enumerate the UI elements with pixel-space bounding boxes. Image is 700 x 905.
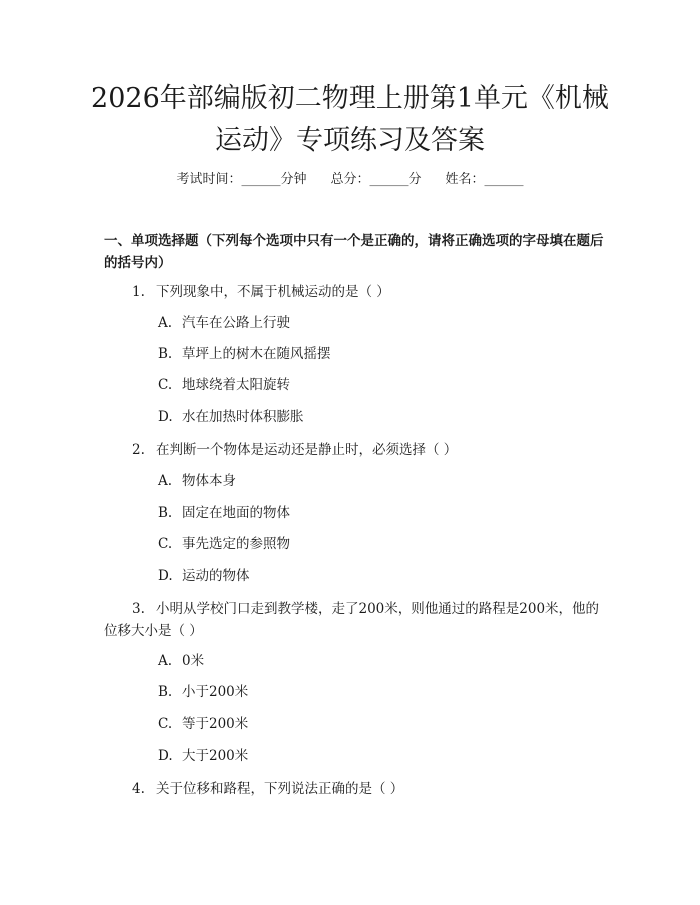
option-letter: C. <box>158 377 173 393</box>
option-letter: B. <box>158 684 173 700</box>
question-number: 2. <box>132 442 145 458</box>
option-text: 物体本身 <box>182 473 236 489</box>
option-text: 草坪上的树木在随风摇摆 <box>182 346 331 362</box>
question-1-option-c <box>158 375 290 395</box>
option-text: 固定在地面的物体 <box>182 505 290 521</box>
question-1-option-d <box>158 407 304 427</box>
question-number: 3. <box>132 601 145 617</box>
option-text: 运动的物体 <box>182 568 250 584</box>
question-number: 1. <box>132 284 145 300</box>
option-text: 水在加热时体积膨胀 <box>182 409 304 425</box>
option-letter: A. <box>158 653 173 669</box>
option-letter: C. <box>158 536 173 552</box>
question-number: 4. <box>132 781 145 797</box>
option-text: 小于200米 <box>182 684 249 700</box>
section-heading: 一、单项选择题（下列每个选项中只有一个是正确的，请将正确选项的字母填在题后的括号内） <box>104 233 604 271</box>
question-2-option-d <box>158 566 250 586</box>
option-letter: D. <box>158 409 173 425</box>
exam-meta <box>0 168 700 187</box>
question-stem: 在判断一个物体是运动还是静止时，必须选择（ ） <box>156 442 458 458</box>
student-name-field: 姓名：______ <box>445 172 524 187</box>
question-3-option-c <box>158 714 248 734</box>
option-text: 地球绕着太阳旋转 <box>182 377 290 393</box>
question-2-option-a <box>158 471 236 491</box>
option-text: 等于200米 <box>182 716 249 732</box>
question-4 <box>104 778 604 800</box>
option-text: 汽车在公路上行驶 <box>182 315 290 331</box>
question-1-option-a <box>158 313 290 333</box>
question-1 <box>104 281 604 303</box>
option-letter: A. <box>158 315 173 331</box>
question-stem: 下列现象中，不属于机械运动的是（ ） <box>156 284 390 300</box>
question-2 <box>104 439 604 461</box>
question-2-option-b <box>158 503 290 523</box>
question-3 <box>104 598 604 642</box>
question-3-option-b <box>158 682 248 702</box>
option-text: 大于200米 <box>182 748 249 764</box>
question-3-option-d <box>158 746 248 766</box>
page-title: 2026年部编版初二物理上册第1单元《机械运动》专项练习及答案 <box>91 83 609 156</box>
option-text: 0米 <box>182 653 205 669</box>
option-letter: B. <box>158 505 173 521</box>
option-letter: B. <box>158 346 173 362</box>
question-3-option-a <box>158 651 204 671</box>
question-stem: 小明从学校门口走到教学楼，走了200米，则他通过的路程是200米，他的位移大小是（ ） <box>104 601 600 639</box>
total-score-field: 总分：______分 <box>330 172 422 187</box>
question-stem: 关于位移和路程，下列说法正确的是（ ） <box>156 781 404 797</box>
option-letter: A. <box>158 473 173 489</box>
question-1-option-b <box>158 344 331 364</box>
question-2-option-c <box>158 534 290 554</box>
option-letter: C. <box>158 716 173 732</box>
exam-time-field: 考试时间：______分钟 <box>176 172 307 187</box>
option-letter: D. <box>158 748 173 764</box>
option-text: 事先选定的参照物 <box>182 536 290 552</box>
option-letter: D. <box>158 568 173 584</box>
